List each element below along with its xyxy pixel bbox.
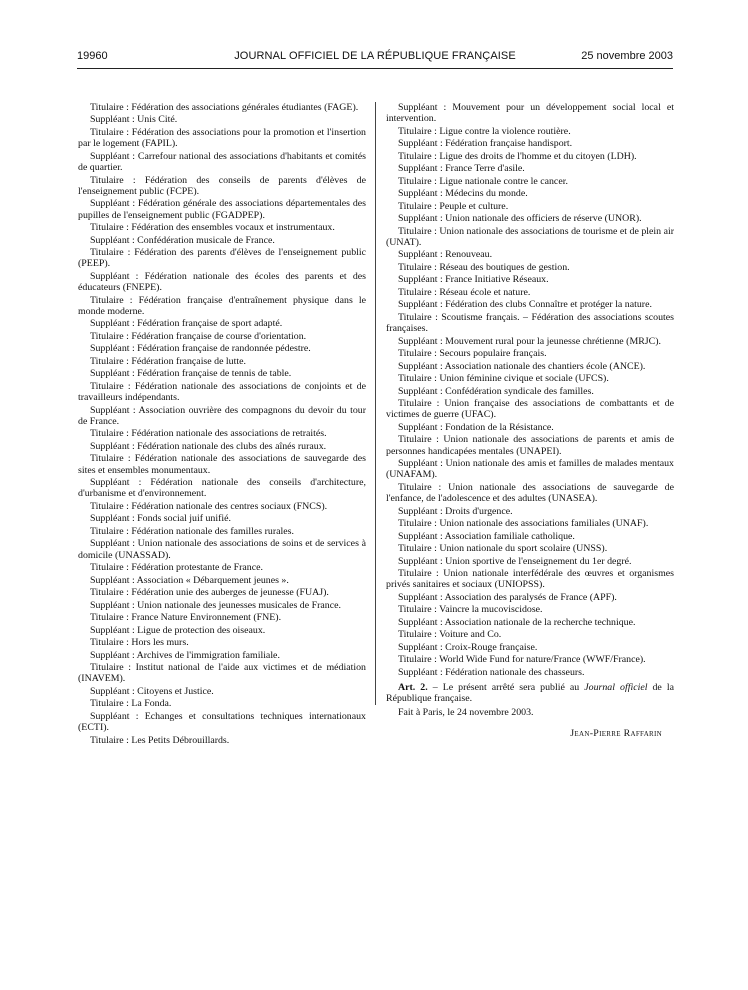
list-entry: Titulaire : Union nationale des associations de sauvegarde de l'enfance, de l'adolescence et des adultes (UNASEA). <box>386 481 674 505</box>
list-entry: Titulaire : Fédération française de course d'orientation. <box>90 330 307 342</box>
list-entry: Suppléant : Ligue de protection des oiseaux. <box>90 624 266 636</box>
list-entry: Suppléant : Fédération générale des associations départementales des pupilles de l'enseignement public (FGADPEP). <box>78 198 366 221</box>
article-label: Art. 2. <box>398 682 428 694</box>
list-entry: Suppléant : Union nationale des associations de soins et de services à domicile (UNASSAD). <box>78 538 366 561</box>
list-entry: Suppléant : Association nationale des chantiers école (ANCE). <box>398 360 646 372</box>
list-entry: Titulaire : Union française des associations de combattants et de victimes de guerre (UFAC). <box>386 398 674 421</box>
column-divider <box>375 102 376 705</box>
list-entry: Suppléant : Association familiale catholique. <box>398 530 575 542</box>
header-rule <box>77 68 673 69</box>
list-entry: Titulaire : Fédération des associations générales étudiantes (FAGE). <box>90 102 359 113</box>
list-entry: Titulaire : Fédération française d'entraînement physique dans le monde moderne. <box>78 294 366 317</box>
list-entry: Suppléant : Fédération française handisport. <box>398 138 573 150</box>
list-entry: Titulaire : Fédération unie des auberges de jeunesse (FUAJ). <box>90 587 329 599</box>
list-entry: Titulaire : La Fonda. <box>90 698 172 710</box>
list-entry: Titulaire : Union nationale du sport scolaire (UNSS). <box>398 543 608 555</box>
list-entry: Titulaire : Fédération protestante de France. <box>90 562 263 574</box>
article-journal-name: Journal officiel <box>584 682 648 694</box>
signature: Jean-Pierre Raffarin <box>570 727 662 739</box>
list-entry: Titulaire : Union nationale interfédérale des œuvres et organismes privés sanitaires et sociaux (UNIOPSS). <box>386 568 674 591</box>
list-entry: Titulaire : Fédération des ensembles vocaux et instrumentaux. <box>90 222 335 234</box>
list-entry: Titulaire : Union féminine civique et sociale (UFCS). <box>398 373 609 385</box>
list-entry: Suppléant : Médecins du monde. <box>398 188 528 200</box>
list-entry: Suppléant : Fédération française de sport adapté. <box>90 318 283 330</box>
list-entry: Titulaire : Union nationale des associations de parents et amis de personnes handicapées mentales (UNAPEI). <box>386 434 674 457</box>
list-entry: Titulaire : Ligue contre la violence routière. <box>398 125 571 137</box>
list-entry: Titulaire : Ligue nationale contre le cancer. <box>398 175 568 187</box>
list-entry: Suppléant : Fédération française de tennis de table. <box>90 368 292 380</box>
list-entry: Titulaire : World Wide Fund for nature/France (WWF/France). <box>398 654 646 666</box>
list-entry: Titulaire : Ligue des droits de l'homme et du citoyen (LDH). <box>398 150 637 162</box>
list-entry: Suppléant : France Initiative Réseaux. <box>398 274 549 286</box>
list-entry: Suppléant : Fédération nationale des clubs des aînés ruraux. <box>90 440 327 452</box>
list-entry: Suppléant : Citoyens et Justice. <box>90 685 214 697</box>
list-entry: Titulaire : France Nature Environnement (FNE). <box>90 612 282 624</box>
list-entry: Titulaire : Institut national de l'aide aux victimes et de médiation (INAVEM). <box>78 662 366 685</box>
list-entry: Suppléant : Fondation de la Résistance. <box>398 421 554 433</box>
list-entry: Suppléant : Confédération syndicale des familles. <box>398 385 594 397</box>
list-entry: Suppléant : Union sportive de l'enseignement du 1er degré. <box>398 555 632 567</box>
list-entry: Titulaire : Les Petits Débrouillards. <box>90 734 230 746</box>
list-entry: Titulaire : Scoutisme français. – Fédération des associations scoutes françaises. <box>386 311 674 335</box>
list-entry: Titulaire : Fédération nationale des associations de conjoints et de travailleurs indépendants. <box>78 380 366 404</box>
list-entry: Suppléant : Fédération nationale des conseils d'architecture, d'urbanisme et d'environnement. <box>78 477 366 500</box>
list-entry: Titulaire : Peuple et culture. <box>398 200 509 212</box>
list-entry: Suppléant : Carrefour national des associations d'habitants et comités de quartier. <box>78 150 366 174</box>
list-entry: Titulaire : Hors les murs. <box>90 637 189 649</box>
list-entry: Suppléant : Mouvement pour un développement social local et intervention. <box>386 102 674 125</box>
article-2 <box>386 682 674 705</box>
list-entry: Suppléant : Renouveau. <box>398 249 493 261</box>
list-entry: Suppléant : Fédération nationale des écoles des parents et des éducateurs (FNEPE). <box>78 270 366 294</box>
list-entry: Titulaire : Fédération nationale des centres sociaux (FNCS). <box>90 500 328 512</box>
list-entry: Suppléant : Archives de l'immigration familiale. <box>90 649 280 661</box>
publication-date: 25 novembre 2003 <box>581 50 673 62</box>
list-entry: Titulaire : Union nationale des associations de tourisme et de plein air (UNAT). <box>386 225 674 248</box>
list-entry: Titulaire : Réseau école et nature. <box>398 286 531 298</box>
list-entry: Titulaire : Fédération des associations pour la promotion et l'insertion par le logement (FAPIL). <box>78 126 366 150</box>
list-entry: Titulaire : Fédération nationale des familles rurales. <box>90 525 294 537</box>
list-entry: Titulaire : Fédération nationale des associations de sauvegarde des sites et ensembles monumentaux. <box>78 453 366 476</box>
journal-title: JOURNAL OFFICIEL DE LA RÉPUBLIQUE FRANÇAISE <box>234 50 516 62</box>
left-column <box>78 102 366 747</box>
list-entry: Suppléant : Mouvement rural pour la jeunesse chrétienne (MRJC). <box>398 335 661 347</box>
list-entry: Suppléant : Echanges et consultations techniques internationaux (ECTI). <box>78 710 366 734</box>
list-entry: Titulaire : Fédération française de lutte. <box>90 355 246 367</box>
list-entry: Suppléant : Union nationale des amis et familles de malades mentaux (UNAFAM). <box>386 458 674 481</box>
list-entry: Suppléant : Fédération des clubs Connaître et protéger la nature. <box>398 299 652 311</box>
list-entry: Titulaire : Vaincre la mucoviscidose. <box>398 604 543 616</box>
list-entry: Suppléant : Association des paralysés de France (APF). <box>398 591 617 603</box>
list-entry: Suppléant : Association nationale de la recherche technique. <box>398 616 636 628</box>
place-date: Fait à Paris, le 24 novembre 2003. <box>398 706 534 718</box>
list-entry: Suppléant : Union nationale des officiers de réserve (UNOR). <box>398 213 642 225</box>
article-dash: – <box>427 682 443 694</box>
article-text-after: de la République française. <box>386 682 674 705</box>
list-entry: Titulaire : Fédération nationale des associations de retraités. <box>90 428 327 440</box>
list-entry: Suppléant : Croix-Rouge française. <box>398 641 538 653</box>
list-entry: Titulaire : Secours populaire français. <box>398 348 547 360</box>
article-text-before: Le présent arrêté sera publié au <box>442 682 585 694</box>
list-entry: Titulaire : Fédération des parents d'élèves de l'enseignement public (PEEP). <box>78 247 366 270</box>
page-number: 19960 <box>77 50 108 62</box>
list-entry: Suppléant : Unis Cité. <box>90 114 178 126</box>
list-entry: Suppléant : Fonds social juif unifié. <box>90 513 231 525</box>
page-header <box>77 50 673 66</box>
list-entry: Suppléant : Association « Débarquement jeunes ». <box>90 574 289 586</box>
list-entry: Suppléant : Association ouvrière des compagnons du devoir du tour de France. <box>78 404 366 427</box>
list-entry: Titulaire : Union nationale des associations familiales (UNAF). <box>398 518 649 530</box>
list-entry: Suppléant : France Terre d'asile. <box>398 163 525 175</box>
list-entry: Suppléant : Union nationale des jeunesses musicales de France. <box>90 599 341 611</box>
right-column <box>386 102 674 749</box>
list-entry: Suppléant : Droits d'urgence. <box>398 505 513 517</box>
list-entry: Titulaire : Voiture and Co. <box>398 629 502 641</box>
list-entry: Suppléant : Fédération française de randonnée pédestre. <box>90 343 311 355</box>
right-column-entries <box>386 102 674 678</box>
list-entry: Suppléant : Fédération nationale des chasseurs. <box>398 666 585 678</box>
list-entry: Suppléant : Confédération musicale de France. <box>90 234 275 246</box>
list-entry: Titulaire : Fédération des conseils de parents d'élèves de l'enseignement public (FCPE). <box>78 174 366 197</box>
list-entry: Titulaire : Réseau des boutiques de gestion. <box>398 261 570 273</box>
